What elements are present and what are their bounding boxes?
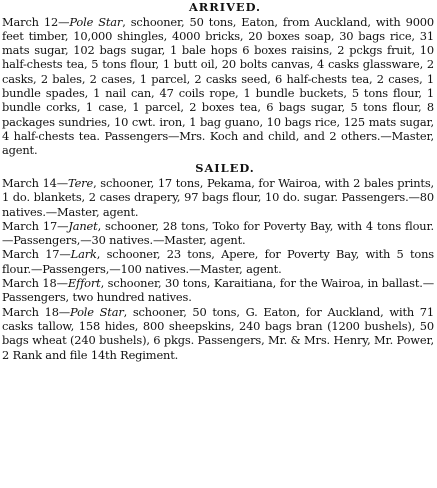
vessel-name: Tere bbox=[68, 175, 94, 190]
entry-date: March 18— bbox=[2, 276, 68, 291]
entry-text: , schooner, 23 tons, Apere, for Poverty Bay, with 5 tons flour.—Passengers,—100 natives.—Master, agent. bbox=[2, 247, 434, 276]
sailed-heading: SAILED. bbox=[195, 161, 255, 176]
vessel-name: Janet bbox=[68, 218, 98, 233]
vessel-name: Pole Star bbox=[70, 304, 124, 319]
entry-date: March 12— bbox=[2, 14, 70, 29]
sailed-entry bbox=[2, 247, 434, 276]
entry-text: , schooner, 30 tons, Karaitiana, for the Wairoa, in ballast.—Passengers, two hundred natives. bbox=[2, 276, 434, 305]
vessel-name: Effort bbox=[67, 276, 101, 291]
entry-date: March 18— bbox=[2, 304, 71, 319]
entry-date: March 14— bbox=[2, 175, 69, 190]
entry-text: , schooner, 50 tons, G. Eaton, for Auckland, with 71 casks tallow, 158 hides, 800 sheepskins, 240 bags bran (1200 bushels), 50 bags wheat (240 bushels), 6 pkgs. Passengers, Mr. & Mrs. Henry, Mr. Power, 2 Rank and file 14th Regiment. bbox=[2, 304, 434, 362]
entry-date: March 17— bbox=[2, 218, 69, 233]
arrived-entry bbox=[2, 15, 434, 158]
vessel-name: Pole Star bbox=[69, 14, 123, 29]
vessel-name: Lark bbox=[70, 247, 97, 262]
arrived-heading: ARRIVED. bbox=[188, 0, 262, 14]
sailed-entry bbox=[2, 176, 434, 219]
entry-text: , schooner, 28 tons, Toko for Poverty Bay, with 4 tons flour.—Passengers,—30 natives.—Master, agent. bbox=[2, 218, 434, 248]
sailed-entry bbox=[2, 305, 434, 362]
entry-text: , schooner, 50 tons, Eaton, from Auckland, with 9000 feet timber, 10,000 shingles, 4000 bricks, 20 boxes soap, 30 bags rice, 31 mats sugar, 102 bags sugar, 1 bale hops 6 boxes raisins, 2 pckgs fruit, 10 half-chests tea, 5 tons flour, 1 butt oil, 20 bolts canvas, 4 casks glassware, 2 casks, 2 bales, 2 cases, 1 parcel, 2 casks seed, 6 half-chests tea, 2 cases, 1 bundle spades, 1 nail can, 47 coils rope, 1 bundle buckets, 5 tons flour, 1 bundle corks, 1 case, 1 parcel, 2 boxes tea, 6 bags sugar, 5 tons flour, 8 packages sundries, 10 cwt. iron, 1 bag guano, 10 bags rice, 125 mats sugar, 4 half-chests tea. Passengers—Mrs. Koch and child, and 2 others.—Master, agent. bbox=[2, 14, 434, 158]
sailed-entry bbox=[2, 276, 434, 305]
sailed-entry bbox=[2, 219, 434, 248]
entry-text: , schooner, 17 tons, Pekama, for Wairoa, with 2 bales prints, 1 do. blankets, 2 cases drapery, 97 bags flour, 10 do. sugar. Passengers.—80 natives.—Master, agent. bbox=[2, 175, 434, 219]
entry-date: March 17— bbox=[2, 247, 71, 262]
